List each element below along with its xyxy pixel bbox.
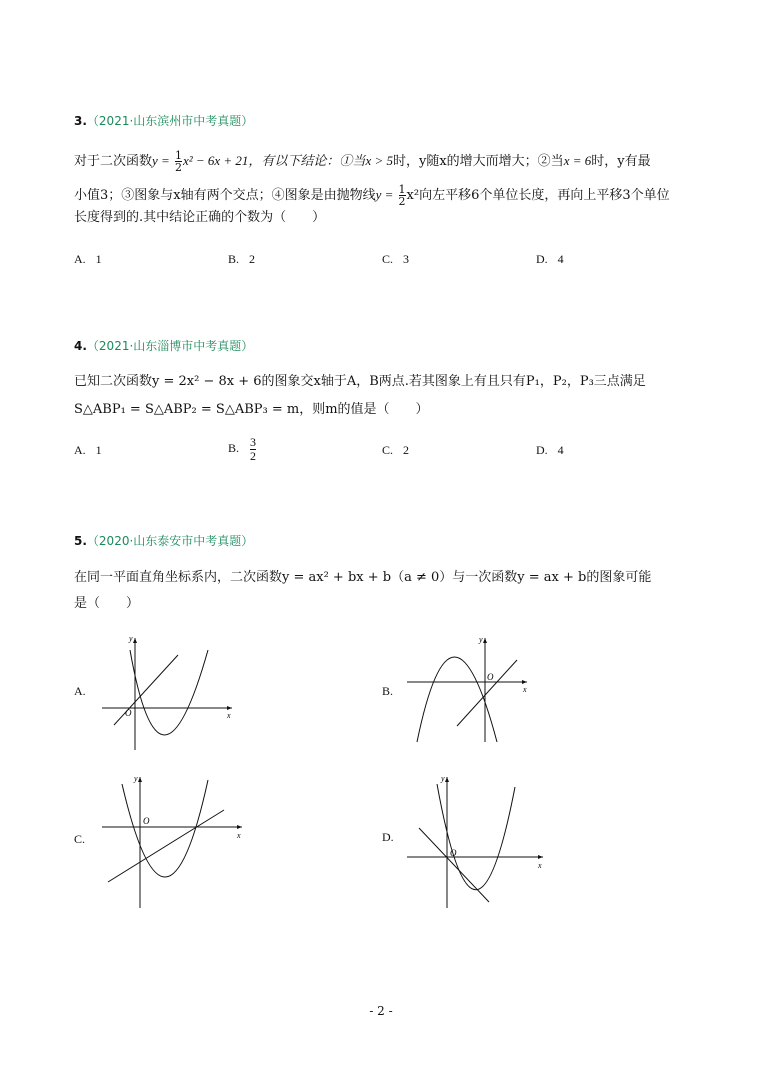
option-label: B. (228, 441, 240, 456)
origin-label: O (450, 848, 457, 858)
q4-number: 4. (74, 339, 87, 353)
q3-text-c: y随x的增大而增大；②当 (419, 154, 564, 169)
q3-fraction-2 (399, 184, 406, 207)
q5-number: 5. (74, 534, 87, 548)
line (457, 660, 517, 726)
frac-denominator: 2 (250, 449, 257, 463)
graph-c[interactable] (100, 772, 250, 912)
q3-line1 (74, 150, 651, 173)
graph-b-label[interactable]: B. (382, 684, 394, 698)
q3-eq-rest: x² − 6x + 21，有以下结论：①当 (182, 153, 366, 168)
graph-a[interactable] (100, 630, 240, 755)
graph-b[interactable] (405, 632, 535, 747)
q4-option-b-fraction (250, 436, 256, 463)
q4-header (74, 335, 694, 354)
q5-header (74, 530, 694, 549)
q3-option-d[interactable] (536, 252, 564, 267)
x-axis-label: x (538, 861, 542, 870)
graph-d[interactable] (405, 772, 550, 912)
frac-denominator: 2 (174, 161, 182, 174)
y-axis-label: y (134, 774, 138, 783)
line (419, 828, 489, 902)
option-value: 4 (557, 252, 564, 266)
q5-line2: 是（ ） (74, 596, 140, 611)
option-value: 1 (95, 443, 102, 457)
q3-eq-lhs: y = (152, 153, 170, 168)
option-value: 1 (95, 252, 102, 266)
origin-label: O (143, 816, 150, 826)
option-label: D. (536, 443, 548, 457)
frac-numerator: 1 (174, 149, 182, 162)
page-number: - 2 - (369, 1004, 393, 1018)
q3-text-d: x = 6 (563, 153, 592, 168)
q4-option-d[interactable] (536, 443, 564, 458)
q3-line3: 长度得到的.其中结论正确的个数为（ ） (74, 210, 326, 225)
q3-text-e: 时， (591, 154, 618, 169)
frac-denominator: 2 (398, 195, 406, 208)
option-value: 2 (249, 252, 256, 266)
option-label: D. (536, 252, 548, 266)
q3-header (74, 110, 694, 129)
q3-fraction (175, 150, 182, 173)
q3-source: （2021·山东滨州市中考真题） (86, 114, 254, 128)
frac-numerator: 3 (250, 435, 257, 449)
origin-label: O (487, 672, 494, 682)
x-axis-label: x (237, 831, 241, 840)
option-value: 4 (557, 443, 564, 457)
q5-line1: 在同一平面直角坐标系内，二次函数y = ax² + bx + b（a ≠ 0）与一次函数y = ax + b的图象可能 (74, 570, 652, 585)
q3-number: 3. (74, 114, 87, 128)
frac-numerator: 1 (398, 183, 406, 196)
q3-option-c[interactable] (382, 252, 409, 267)
q3-text: 对于二次函数 (74, 154, 153, 169)
q5-source: （2020·山东泰安市中考真题） (86, 534, 254, 548)
q3-line2-text: 小值3；③图象与x轴有两个交点；④图象是由抛物线 (74, 188, 376, 203)
q4-line1: 已知二次函数y = 2x² − 8x + 6的图象交x轴于A，B两点.若其图象上有且只有P₁，P₂，P₃三点满足 (74, 374, 646, 389)
option-label: C. (382, 252, 394, 266)
parabola (437, 784, 515, 890)
q4-option-b[interactable] (228, 436, 257, 463)
graph-a-label[interactable]: A. (74, 684, 86, 698)
x-axis-label: x (523, 685, 527, 694)
graph-d-label[interactable]: D. (382, 830, 394, 844)
q4-line2: S△ABP₁ = S△ABP₂ = S△ABP₃ = m，则m的值是（ ） (74, 402, 429, 417)
option-label: C. (382, 443, 394, 457)
q3-cond: x > 5 (365, 153, 393, 168)
option-value: 2 (403, 443, 410, 457)
q3-text-b: 时， (392, 154, 419, 169)
line (108, 810, 224, 882)
y-axis-label: y (479, 635, 483, 644)
graph-c-label[interactable]: C. (74, 832, 86, 846)
q4-source: （2021·山东淄博市中考真题） (86, 339, 254, 353)
y-axis-label: y (129, 634, 133, 643)
origin-label: O (125, 708, 132, 718)
q3-option-b[interactable] (228, 252, 255, 267)
q3-line2 (74, 184, 670, 207)
option-label: A. (74, 252, 86, 266)
option-value: 3 (403, 252, 410, 266)
y-axis-label: y (441, 774, 445, 783)
option-label: B. (228, 252, 240, 266)
q3-option-a[interactable] (74, 252, 102, 267)
q4-option-a[interactable] (74, 443, 102, 458)
q3-line2-rest: x²向左平移6个单位长度，再向上平移3个单位 (406, 188, 670, 203)
parabola (130, 650, 208, 735)
q3-line2-eq: y = (375, 187, 394, 202)
option-label: A. (74, 443, 86, 457)
x-axis-label: x (227, 711, 231, 720)
q4-option-c[interactable] (382, 443, 409, 458)
q3-text-f: y有最 (617, 154, 651, 169)
